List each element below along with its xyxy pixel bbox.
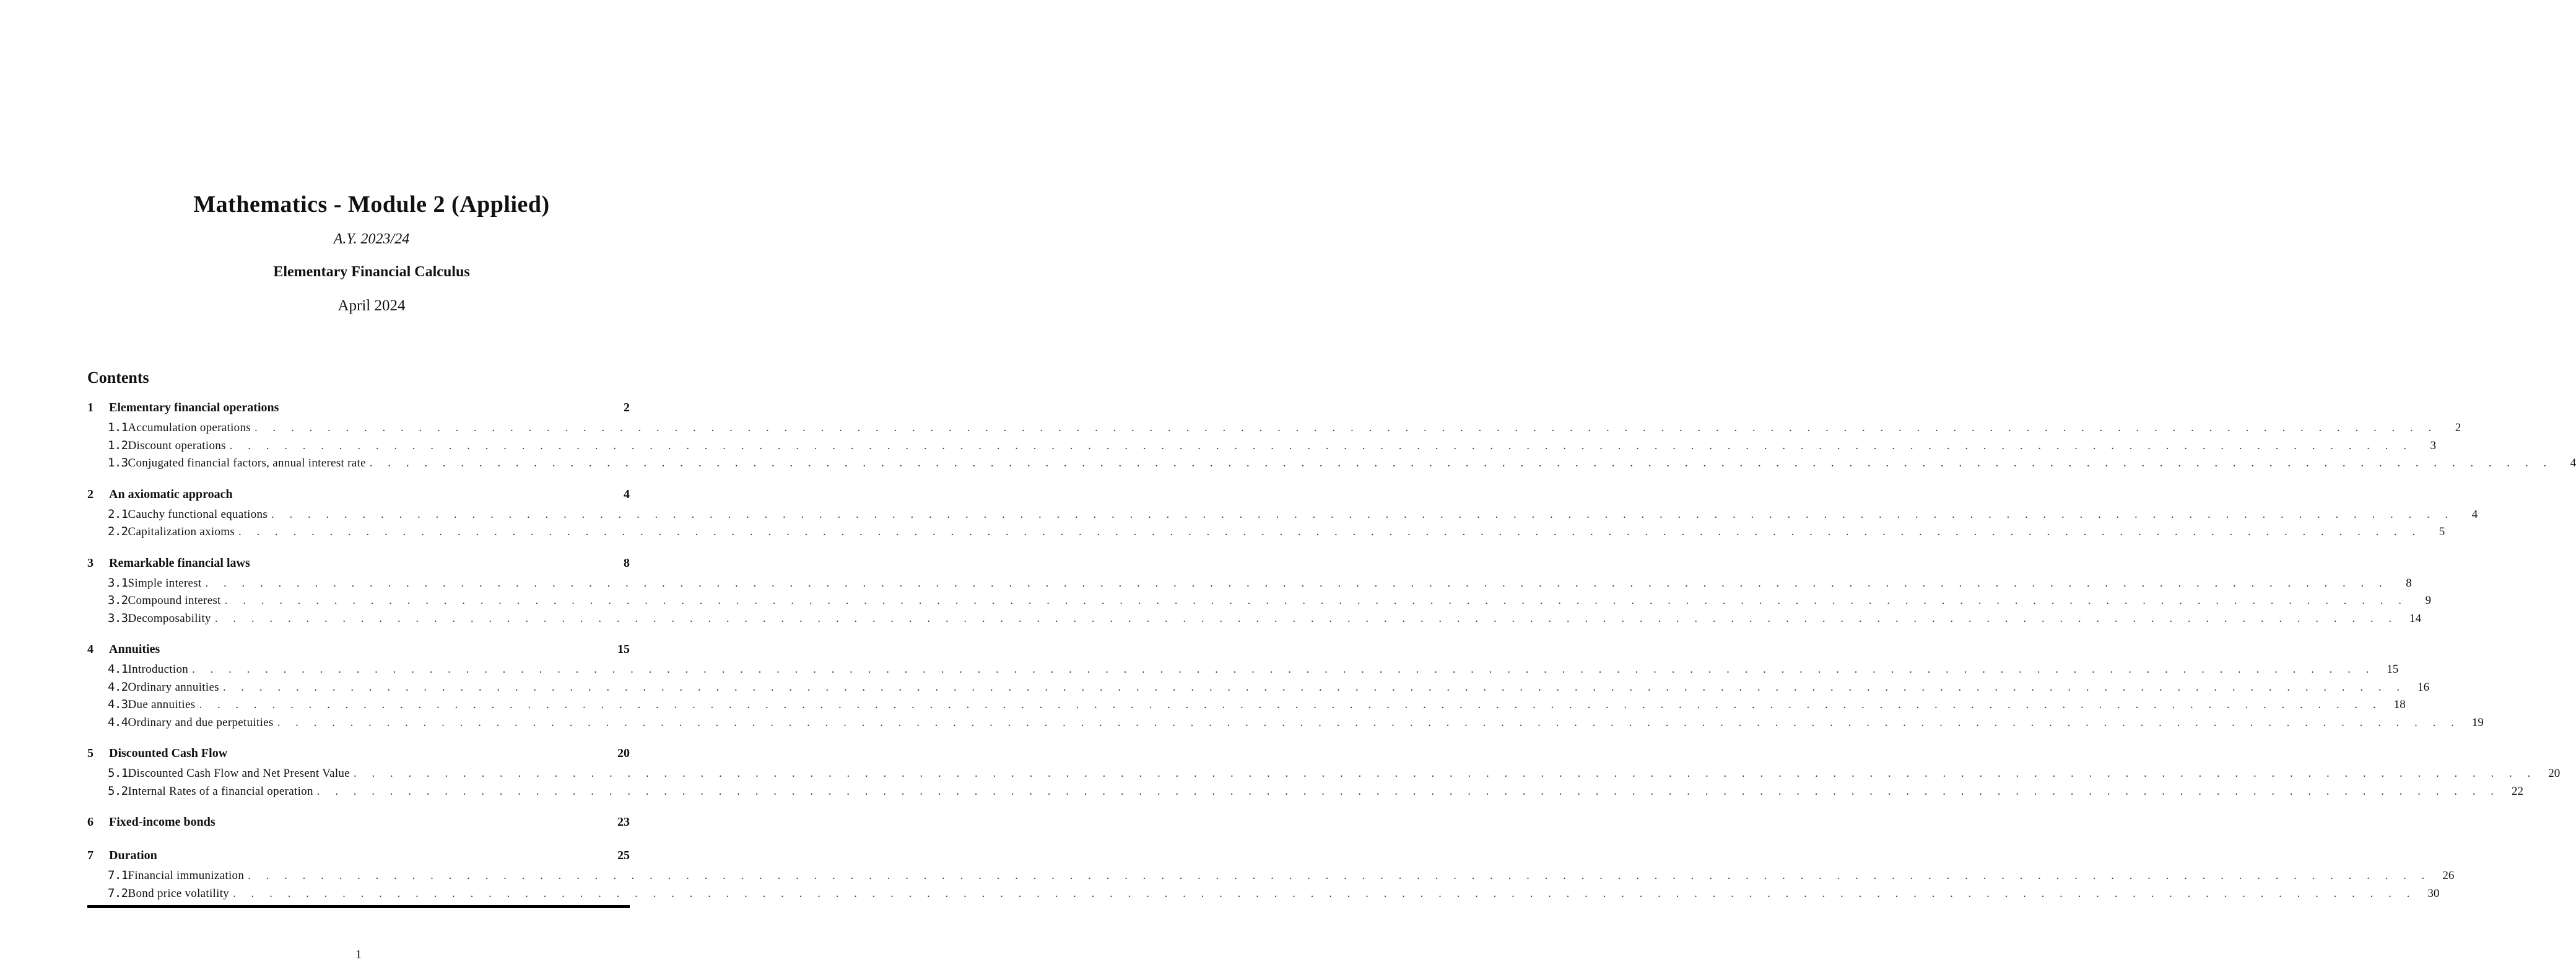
toc-subsection-number: 4.2 (108, 680, 128, 694)
toc-section-title: Duration (109, 849, 157, 862)
toc-subsection-entry[interactable] (87, 697, 2406, 715)
toc-section (87, 401, 2576, 474)
dot-leader: . . . . . . . . . . . . . . . . . . . . . . . . . . . . . . . . . . . . . . . . . . . . . . . . . . . . . . . . . . . . . . . . . . . . . . . . . . . . . . . . . . . . . . . . . . . . . . . . . . . . . . . . . . . . . . . . . . . . . . . . (248, 869, 2431, 882)
dot-leader: . . . . . . . . . . . . . . . . . . . . . . . . . . . . . . . . . . . . . . . . . . . . . . . . . . . . . . . . . . . . . . . . . . . . . . . . . . . . . . . . . . . . . . . . . . . . . . . . . . . . . . . . . . . . . . . . . . . . . . . . (316, 784, 2500, 798)
toc-subsection-entry[interactable] (87, 438, 2436, 457)
toc-section-page: 20 (617, 746, 630, 760)
toc-heading: Contents (87, 369, 149, 387)
dot-leader: . . . . . . . . . . . . . . . . . . . . . . . . . . . . . . . . . . . . . . . . . . . . . . . . . . . . . . . . . . . . . . . . . . . . . . . . . . . . . . . . . . . . . . . . . . . . . . . . . . . . . . . . . . . . . . . . . . . . . . . . (277, 715, 2460, 729)
toc-subsection-entry[interactable] (87, 421, 2461, 439)
dot-leader: . . . . . . . . . . . . . . . . . . . . . . . . . . . . . . . . . . . . . . . . . . . . . . . . . . . . . . . . . . . . . . . . . . . . . . . . . . . . . . . . . . . . . . . . . . . . . . . . . . . . . . . . . . . . . . . . . . . . . . . . (205, 576, 2388, 590)
toc-subsection-number: 3.3 (108, 611, 128, 625)
toc-subsection-page: 9 (2425, 594, 2432, 607)
toc-subsection-entry[interactable] (87, 886, 2440, 904)
dot-leader: . . . . . . . . . . . . . . . . . . . . . . . . . . . . . . . . . . . . . . . . . . . . . . . . . . . . . . . . . . . . . . . . . . . . . . . . . . . . . . . . . . . . . . . . . . . . . . . . . . . . . . . . . . . . . . . . . . . . . . . . (214, 611, 2398, 625)
toc-section-title: Fixed-income bonds (109, 815, 215, 829)
toc-section (87, 487, 2478, 543)
toc-subsection-entry[interactable] (87, 525, 2445, 543)
table-of-contents (87, 401, 2576, 917)
dot-leader: . . . . . . . . . . . . . . . . . . . . . . . . . . . . . . . . . . . . . . . . . . . . . . . . . . . . . . . . . . . . . . . . . . . . . . . . . . . . . . . . . . . . . . . . . . . . . . . . . . . . . . . . . . . . . . . . . . . . . . . . (254, 421, 2438, 434)
toc-subsection-number: 7.2 (108, 886, 128, 900)
toc-subsection-page: 8 (2406, 576, 2412, 590)
dot-leader: . . . . . . . . . . . . . . . . . . . . . . . . . . . . . . . . . . . . . . . . . . . . . . . . . . . . . . . . . . . . . . . . . . . . . . . . . . . . . . . . . . . . . . . . . . . . . . . . . . . . . . . . . . . . . . . . . . . . . . . . (238, 525, 2422, 538)
toc-section (87, 556, 2432, 629)
dot-leader: . . . . . . . . . . . . . . . . . . . . . . . . . . . . . . . . . . . . . . . . . . . . . . . . . . . . . . . . . . . . . . . . . . . . . . . . . . . . . . . . . . . . . . . . . . . . . . . . . . . . . . . . . . . . . . . . . . . . . . . . (229, 439, 2413, 452)
toc-subsection-number: 1.2 (108, 438, 128, 452)
toc-subsection-page: 3 (2430, 439, 2436, 452)
toc-subsection-entry[interactable] (87, 784, 2523, 802)
toc-subsection-number: 3.2 (108, 593, 128, 607)
toc-section-number: 2 (87, 487, 94, 501)
dot-leader: . . . . . . . . . . . . . . . . . . . . . . . . . . . . . . . . . . . . . . . . . . . . . . . . . . . . . . . . . . . . . . . . . . . . . . . . . . . . . . . . . . . . . . . . . . . . . . . . . . . . . . . . . . . . . . . . . . . . . . . . (224, 594, 2408, 607)
toc-subsection-title: Cauchy functional equations (128, 507, 268, 521)
toc-subsection-page: 19 (2471, 715, 2484, 729)
toc-section-number: 7 (87, 849, 94, 862)
toc-section-entry[interactable] (87, 815, 630, 835)
toc-subsection-page: 15 (2387, 663, 2399, 676)
toc-section-page: 23 (617, 815, 630, 829)
toc-subsection-entry[interactable] (87, 507, 2478, 525)
toc-section-entry[interactable] (87, 849, 630, 868)
toc-section-entry[interactable] (87, 642, 630, 662)
toc-subsection-title: Internal Rates of a financial operation (128, 784, 313, 798)
toc-section-title: Discounted Cash Flow (109, 746, 228, 760)
document-date: April 2024 (337, 297, 406, 314)
dot-leader: . . . . . . . . . . . . . . . . . . . . . . . . . . . . . . . . . . . . . . . . . . . . . . . . . . . . . . . . . . . . . . . . . . . . . . . . . . . . . . . . . . . . . . . . . . . . . . . . . . . . . . . . . . . . . . . . . . . . . . . . (369, 457, 2553, 470)
toc-subsection-entry[interactable] (87, 868, 2455, 886)
toc-section-number: 6 (87, 815, 94, 829)
toc-section-title: Elementary financial operations (109, 401, 279, 414)
toc-subsection-page: 20 (2548, 767, 2561, 780)
toc-subsection-title: Due annuities (128, 698, 196, 711)
toc-section-entry[interactable] (87, 401, 630, 421)
toc-subsection-title: Ordinary annuities (128, 680, 219, 694)
dot-leader: . . . . . . . . . . . . . . . . . . . . . . . . . . . . . . . . . . . . . . . . . . . . . . . . . . . . . . . . . . . . . . . . . . . . . . . . . . . . . . . . . . . . . . . . . . . . . . . . . . . . . . . . . . . . . . . . . . . . . . . . (199, 698, 2382, 711)
page-number: 1 (355, 948, 362, 961)
toc-subsection-entry[interactable] (87, 715, 2484, 733)
toc-section (87, 642, 2484, 733)
toc-subsection-entry[interactable] (87, 593, 2432, 611)
toc-subsection-entry[interactable] (87, 456, 2576, 474)
toc-section-entry[interactable] (87, 556, 630, 576)
toc-subsection-entry[interactable] (87, 680, 2430, 698)
toc-section-page: 8 (624, 556, 630, 570)
toc-subsection-title: Accumulation operations (128, 421, 251, 434)
toc-subsection-title: Introduction (128, 663, 189, 676)
toc-subsection-page: 16 (2417, 680, 2430, 694)
toc-subsection-entry[interactable] (87, 611, 2422, 629)
dot-leader: . . . . . . . . . . . . . . . . . . . . . . . . . . . . . . . . . . . . . . . . . . . . . . . . . . . . . . . . . . . . . . . . . . . . . . . . . . . . . . . . . . . . . . . . . . . . . . . . . . . . . . . . . . . . . . . . . . . . . . . . (192, 663, 2375, 676)
course-name: Elementary Financial Calculus (273, 264, 470, 280)
toc-subsection-number: 4.4 (108, 715, 128, 729)
toc-subsection-page: 14 (2409, 611, 2422, 625)
toc-subsection-title: Discounted Cash Flow and Net Present Value (128, 767, 350, 780)
toc-section-number: 4 (87, 642, 94, 656)
toc-subsection-page: 4 (2570, 457, 2576, 470)
toc-subsection-title: Discount operations (128, 439, 226, 452)
toc-subsection-number: 3.1 (108, 575, 128, 590)
document-title: Mathematics - Module 2 (Applied) (193, 191, 550, 217)
toc-subsection-number: 5.1 (108, 766, 128, 780)
toc-section-page: 4 (624, 487, 630, 501)
toc-subsection-title: Bond price volatility (128, 886, 230, 900)
toc-subsection-page: 22 (2512, 784, 2523, 798)
toc-subsection-title: Financial immunization (128, 869, 245, 882)
toc-subsection-number: 1.3 (108, 456, 128, 470)
toc-subsection-page: 4 (2471, 507, 2478, 521)
dot-leader: . . . . . . . . . . . . . . . . . . . . . . . . . . . . . . . . . . . . . . . . . . . . . . . . . . . . . . . . . . . . . . . . . . . . . . . . . . . . . . . . . . . . . . . . . . . . . . . . . . . . . . . . . . . . . . . . . . . . . . . . (271, 507, 2455, 521)
toc-section-number: 1 (87, 401, 94, 414)
toc-section-title: An axiomatic approach (109, 487, 233, 501)
toc-subsection-entry[interactable] (87, 662, 2399, 680)
dot-leader: . . . . . . . . . . . . . . . . . . . . . . . . . . . . . . . . . . . . . . . . . . . . . . . . . . . . . . . . . . . . . . . . . . . . . . . . . . . . . . . . . . . . . . . . . . . . . . . . . . . . . . . . . . . . . . . . . . . . . . . . (353, 767, 2537, 780)
horizontal-rule (87, 905, 630, 908)
toc-section (87, 815, 630, 835)
toc-subsection-number: 4.3 (108, 697, 128, 711)
toc-section-entry[interactable] (87, 488, 630, 507)
academic-year: A.Y. 2023/24 (333, 231, 410, 247)
toc-subsection-number: 2.1 (108, 507, 128, 521)
toc-subsection-title: Conjugated financial factors, annual interest rate (128, 457, 366, 470)
toc-section-page: 15 (617, 642, 630, 656)
toc-subsection-page: 5 (2439, 525, 2445, 538)
toc-subsection-page: 26 (2442, 869, 2455, 882)
toc-subsection-number: 1.1 (108, 421, 128, 434)
toc-subsection-title: Capitalization axioms (128, 525, 235, 538)
toc-subsection-title: Simple interest (128, 576, 202, 590)
toc-subsection-number: 5.2 (108, 784, 128, 798)
toc-section-number: 3 (87, 556, 94, 570)
toc-section-page: 2 (624, 401, 630, 414)
toc-subsection-page: 18 (2393, 698, 2406, 711)
toc-section-number: 5 (87, 746, 94, 760)
dot-leader: . . . . . . . . . . . . . . . . . . . . . . . . . . . . . . . . . . . . . . . . . . . . . . . . . . . . . . . . . . . . . . . . . . . . . . . . . . . . . . . . . . . . . . . . . . . . . . . . . . . . . . . . . . . . . . . . . . . . . . . . (222, 680, 2406, 694)
toc-section-title: Annuities (109, 642, 160, 656)
dot-leader: . . . . . . . . . . . . . . . . . . . . . . . . . . . . . . . . . . . . . . . . . . . . . . . . . . . . . . . . . . . . . . . . . . . . . . . . . . . . . . . . . . . . . . . . . . . . . . . . . . . . . . . . . . . . . . . . . . . . . . . . (233, 886, 2416, 900)
toc-section (87, 746, 2561, 802)
toc-subsection-entry[interactable] (87, 575, 2412, 594)
toc-section (87, 849, 2455, 904)
toc-subsection-page: 2 (2455, 421, 2461, 434)
toc-subsection-title: Compound interest (128, 594, 221, 607)
toc-subsection-page: 30 (2427, 886, 2440, 900)
toc-subsection-title: Decomposability (128, 611, 211, 625)
toc-section-entry[interactable] (87, 746, 630, 766)
toc-subsection-title: Ordinary and due perpetuities (128, 715, 274, 729)
toc-subsection-number: 2.2 (108, 525, 128, 538)
toc-subsection-number: 7.1 (108, 868, 128, 882)
toc-subsection-number: 4.1 (108, 662, 128, 676)
toc-subsection-entry[interactable] (87, 766, 2561, 784)
toc-section-title: Remarkable financial laws (109, 556, 250, 570)
toc-section-page: 25 (617, 849, 630, 862)
